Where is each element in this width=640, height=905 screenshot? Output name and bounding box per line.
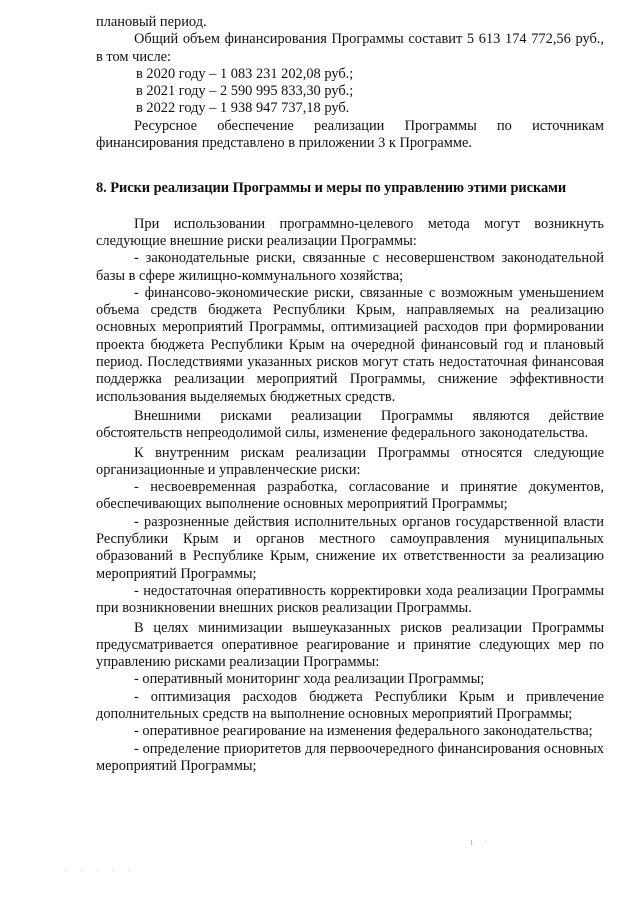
paragraph-internal-risks-intro: К внутренним рискам реализации Программы относятся следующие организационные и управленческие риски: <box>96 444 604 478</box>
list-item-financial-risks: - финансово-экономические риски, связанные с возможным уменьшением объема средств бюджета Республики Крым, направляемых на реализацию основных мероприятий Программы, оптимизацией расходов при формировании проекта бюджета Республики Крым на очередной финансовый год и плановый период. Последствиями указанных рисков могут стать недостаточная финансовая поддержка реализации мероприятий Программы, снижение эффективности использования выделяемых бюджетных средств. <box>96 284 604 405</box>
paragraph-year-2020: в 2020 году – 1 083 231 202,08 руб.; <box>136 65 354 82</box>
paragraph-mitigation-intro: В целях минимизации вышеуказанных рисков реализации Программы предусматривается оперативное реагирование и принятие следующих мер по управлению рисками реализации Программы: <box>96 619 604 671</box>
document-page <box>96 14 604 775</box>
list-item-monitoring: - оперативный мониторинг хода реализации Программы; <box>134 671 485 688</box>
list-item-untimely-documents: - несвоевременная разработка, согласование и принятие документов, обеспечивающих выполнение основных мероприятий Программы; <box>96 479 604 513</box>
paragraph-external-risks-force-majeure: Внешними рисками реализации Программы являются действие обстоятельств непреодолимой силы, изменение федерального законодательства. <box>96 407 604 442</box>
list-item-legislation-response: - оперативное реагирование на изменения федерального законодательства; <box>134 723 593 740</box>
paragraph-year-2021: в 2021 году – 2 590 995 833,30 руб.; <box>136 83 354 100</box>
list-item-priorities: - определение приоритетов для первоочередного финансирования основных мероприятий Программы; <box>96 740 604 774</box>
paragraph-year-2022: в 2022 году – 1 938 947 737,18 руб. <box>136 100 350 117</box>
paragraph-planned-period: плановый период. <box>96 14 207 30</box>
paragraph-external-risks-intro: При использовании программно-целевого метода могут возникнуть следующие внешние риски реализации Программы: <box>96 215 604 249</box>
scan-artifact-marks: ı · <box>470 836 488 848</box>
list-item-cost-optimization: - оптимизация расходов бюджета Республики Крым и привлечение дополнительных средств на выполнение основных мероприятий Программы; <box>96 688 604 722</box>
paragraph-total-financing: Общий объем финансирования Программы составит 5 613 174 772,56 руб., в том числе: <box>96 31 604 65</box>
list-item-legislative-risks: - законодательные риски, связанные с несовершенством законодательной базы в сфере жилищно-коммунального хозяйства; <box>96 250 604 284</box>
list-item-fragmented-actions: - разрозненные действия исполнительных органов государственной власти Республики Крым и органов местного самоуправления муниципальных образований в Республике Крым, снижение их ответственности за реализацию мероприятий Программы; <box>96 513 604 582</box>
section-heading: 8. Риски реализации Программы и меры по управлению этими рисками <box>96 180 567 197</box>
list-item-insufficient-responsiveness: - недостаточная оперативность корректировки хода реализации Программы при возникновении внешних рисков реализации Программы. <box>96 582 604 617</box>
scan-artifact-dots: · · · · · <box>64 866 136 877</box>
paragraph-resource-provision: Ресурсное обеспечение реализации Программы по источникам финансирования представлено в приложении 3 к Программе. <box>96 117 604 152</box>
